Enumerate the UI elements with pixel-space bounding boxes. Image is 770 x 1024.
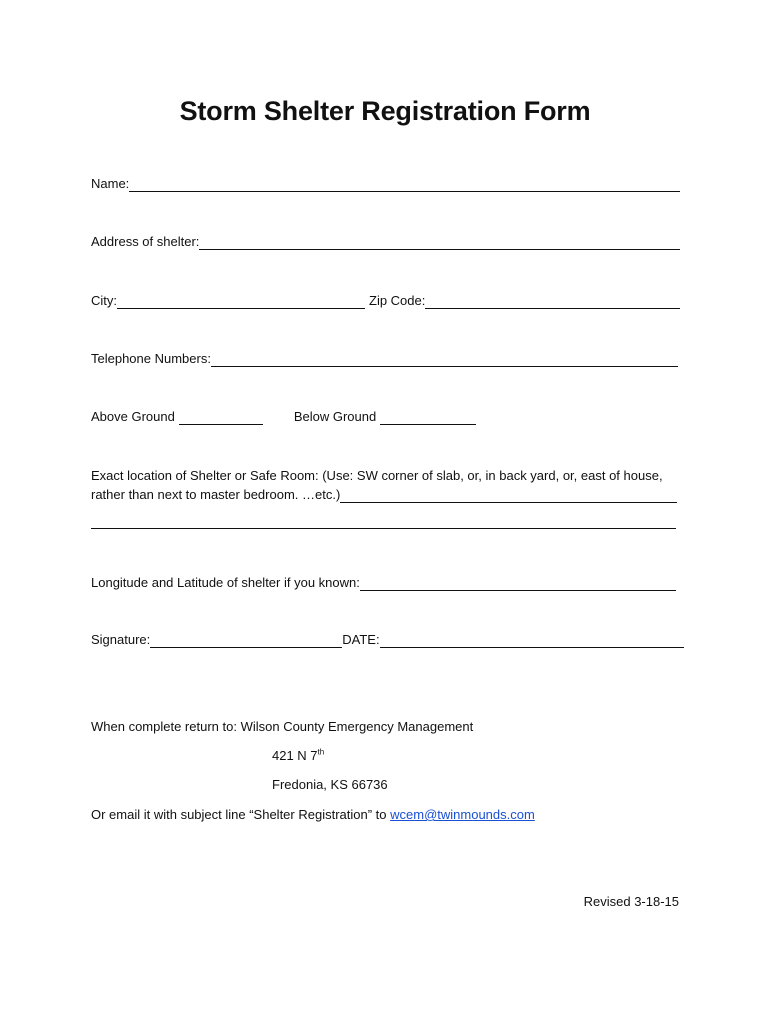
location-instructions-line1: Exact location of Shelter or Safe Room: (Use: SW corner of slab, or, in back yard, or, east of house,	[91, 468, 663, 483]
signature-date-field	[91, 632, 684, 648]
below-ground-label: Below Ground	[293, 409, 377, 424]
name-line[interactable]	[129, 179, 680, 192]
email-prefix: Or email it with subject line “Shelter Registration” to	[91, 807, 391, 822]
address-line[interactable]	[199, 237, 680, 250]
signature-line[interactable]	[150, 635, 342, 648]
telephone-label: Telephone Numbers:	[91, 351, 211, 366]
return-intro: When complete return to: Wilson County Emergency Management	[91, 719, 474, 734]
ground-level-field	[91, 409, 476, 425]
signature-label: Signature:	[91, 632, 151, 647]
name-field	[91, 176, 680, 192]
city-label: City:	[91, 293, 117, 308]
address-label: Address of shelter:	[91, 234, 200, 249]
email-link[interactable]: wcem@twinmounds.com	[390, 807, 535, 822]
date-label: DATE:	[342, 632, 380, 647]
name-label: Name:	[91, 176, 130, 191]
below-ground-line[interactable]	[380, 412, 476, 425]
return-street	[272, 748, 324, 764]
location-field	[91, 487, 677, 503]
location-extra-line[interactable]	[91, 528, 676, 529]
revised-date: Revised 3-18-15	[583, 894, 679, 909]
longlat-label: Longitude and Latitude of shelter if you known:	[91, 575, 360, 590]
address-field	[91, 234, 680, 250]
date-line[interactable]	[380, 635, 684, 648]
city-zip-field	[91, 293, 680, 309]
longlat-line[interactable]	[360, 578, 676, 591]
location-line[interactable]	[340, 490, 677, 503]
above-ground-line[interactable]	[179, 412, 263, 425]
city-line[interactable]	[117, 296, 365, 309]
email-line	[91, 807, 535, 823]
return-city-state-zip: Fredonia, KS 66736	[272, 777, 388, 792]
return-street-number: 421 N 7	[272, 748, 318, 763]
zip-line[interactable]	[425, 296, 680, 309]
form-title: Storm Shelter Registration Form	[179, 96, 591, 126]
zip-label: Zip Code:	[369, 293, 426, 308]
location-instructions-line2: rather than next to master bedroom. …etc.)	[91, 487, 341, 502]
above-ground-label: Above Ground	[91, 409, 175, 424]
telephone-field	[91, 351, 678, 367]
telephone-line[interactable]	[211, 354, 678, 367]
longlat-field	[91, 575, 676, 591]
return-street-suffix: th	[317, 747, 325, 757]
